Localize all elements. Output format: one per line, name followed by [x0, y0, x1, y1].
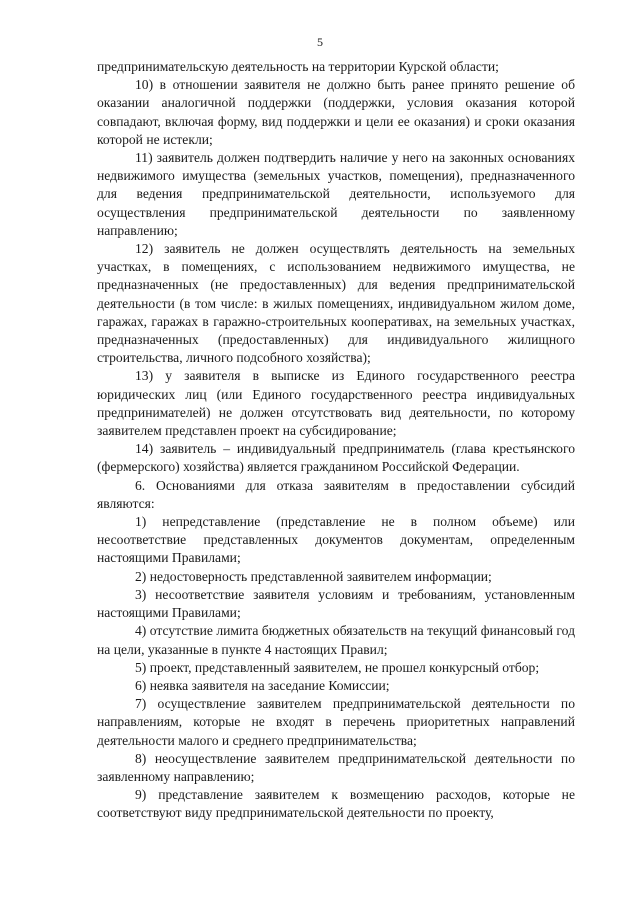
paragraph: 11) заявитель должен подтвердить наличие у него на законных основаниях недвижимого имущества (земельных участков, помещения), предназначенного для ведения предпринимательской деятельности, используемого для осуществления предпринимательской деятельности по заявленному направлению; [97, 150, 575, 238]
paragraph: 2) недостоверность представленной заявителем информации; [135, 568, 492, 584]
paragraph: 14) заявитель – индивидуальный предприниматель (глава крестьянского (фермерского) хозяйства) является гражданином Российской Федерации. [97, 441, 575, 475]
paragraph: 13) у заявителя в выписке из Единого государственного реестра юридических лиц (или Единого государственного реестра индивидуальных предпринимателей) не должен отсутствовать вид деятельности, по которому заявителем представлен проект на субсидирование; [97, 368, 575, 439]
paragraph: 10) в отношении заявителя не должно быть ранее принято решение об оказании аналогичной поддержки (поддержки, условия оказания которой совпадают, включая форму, вид поддержки и цели ее оказания) и сроки оказания которой не истекли; [97, 77, 575, 147]
paragraph: 7) осуществление заявителем предпринимательской деятельности по направлениям, которые не входят в перечень приоритетных направлений деятельности малого и среднего предпринимательства; [97, 696, 575, 748]
paragraph: 3) несоответствие заявителя условиям и требованиям, установленным настоящими Правилами; [97, 586, 575, 621]
document-body [97, 58, 575, 823]
paragraph: 9) представление заявителем к возмещению расходов, которые не соответствуют виду предпринимательской деятельности по проекту, [97, 787, 575, 821]
paragraph: 4) отсутствие лимита бюджетных обязательств на текущий финансовый год на цели, указанные в пункте 4 настоящих Правил; [97, 623, 575, 657]
page-number: 5 [317, 35, 323, 49]
paragraph: 1) непредставление (представление не в полном объеме) или несоответствие представленных документов документам, определенным настоящими Правилами; [97, 514, 575, 566]
paragraph: 6. Основаниями для отказа заявителям в предоставлении субсидий являются: [97, 477, 575, 511]
paragraph: предпринимательскую деятельность на территории Курской области; [97, 59, 499, 74]
paragraph: 12) заявитель не должен осуществлять деятельность на земельных участках, в помещениях, с использованием недвижимого имущества, не предназначенных (не предоставленных) для ведения предпринимательской деятельности (в том числе: в жилых помещениях, индивидуальном жилом доме, гаражах, гаражах в гаражно-строительных кооперативах, на земельных участках, предназначенных (предоставленных) для индивидуального жилищного строительства, личного подсобного хозяйства); [97, 241, 575, 366]
paragraph: 5) проект, представленный заявителем, не прошел конкурсный отбор; [135, 659, 540, 675]
paragraph: 6) неявка заявителя на заседание Комиссии; [135, 677, 390, 693]
paragraph: 8) неосуществление заявителем предпринимательской деятельности по заявленному направлению; [97, 750, 575, 784]
